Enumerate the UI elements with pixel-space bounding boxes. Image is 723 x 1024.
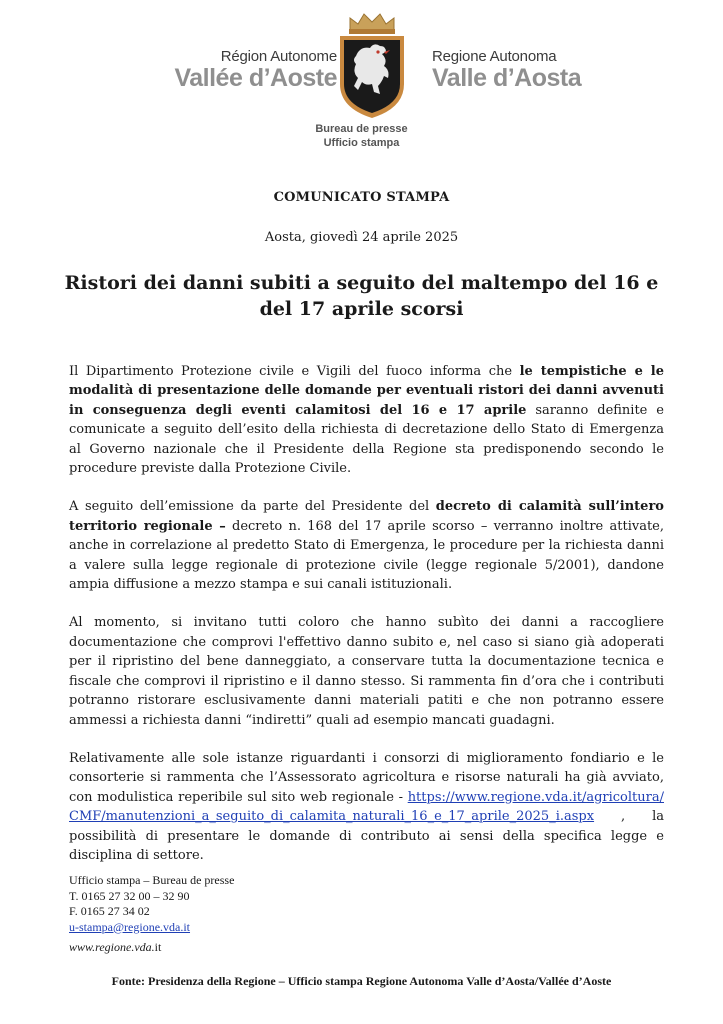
press-office-label: [0, 122, 723, 150]
paragraph-2-rest: decreto n. 168 del 17 aprile scorso – verranno inoltre attivate, anche in correlazione al predetto Stato di Emergenza, le procedure per la richiesta danni a valere sulla legge regionale di protezione civile (legge regionale 5/2001), dandone ampia diffusione a mezzo stampa e sui canali istituzionali.: [69, 518, 664, 593]
agriculture-page-link[interactable]: https://www.regione.vda.it/agricoltura/CMF/manutenzioni_a_seguito_di_calamita_naturali_16_e_17_aprile_2025_i.aspx: [69, 789, 664, 825]
paragraph-2-intro: A seguito dell’emissione da parte del Presidente del: [69, 499, 436, 515]
source-footer: Fonte: Presidenza della Regione – Ufficio stampa Regione Autonoma Valle d’Aosta/Vallée d’Aoste: [111, 974, 612, 988]
press-office-italian: Ufficio stampa: [323, 137, 400, 149]
website-main: www.regione.vda.: [69, 940, 155, 954]
paragraph-4-rest: , la possibilità di presentare le domande di contributo ai sensi della specifica legge e disciplina di settore.: [69, 809, 664, 863]
paragraph-1-highlight: le tempistiche e le modalità di presentazione delle domande per eventuali ristori dei danni avvenuti in conseguenza degli eventi calamitosi del 16 e 17 aprile: [69, 364, 664, 418]
contact-office: Ufficio stampa – Bureau de presse: [69, 873, 235, 887]
regional-coat-of-arms-icon: [334, 12, 410, 120]
press-release-body: [69, 362, 664, 884]
logo-text-italian: [432, 48, 581, 91]
dateline: Aosta, giovedì 24 aprile 2025: [264, 230, 459, 245]
paragraph-4-intro: Relativamente alle sole istanze riguardanti i consorzi di miglioramento fondiario e le consorterie si rammenta che l’Assessorato agricoltura e risorse naturali ha già avviato, con modulistica reperibile sul sito web regionale -: [69, 750, 664, 805]
logo-big-italian: Valle d’Aosta: [432, 64, 582, 92]
press-release-title: Ristori dei danni subiti a seguito del maltempo del 16 e del 17 aprile scorsi: [64, 272, 659, 320]
paragraph-4: [69, 749, 664, 865]
contact-email-link[interactable]: u-stampa@regione.vda.it: [69, 919, 191, 934]
contact-fax: F. 0165 27 34 02: [69, 904, 150, 918]
logo-small-italian: Regione Autonoma: [432, 48, 557, 65]
paragraph-1-rest: saranno definite e comunicate a seguito dell’esito della richiesta di decretazione dello Stato di Emergenza al Governo nazionale che il Presidente della Regione sta predisponendo secondo le procedure previste dalla Protezione Civile.: [69, 402, 664, 477]
logo-big-french: Vallée d’Aoste: [174, 64, 337, 92]
logo-text-french: [174, 48, 337, 91]
paragraph-2: [69, 497, 664, 594]
contact-block: [69, 873, 234, 956]
press-office-french: Bureau de presse: [315, 123, 408, 135]
letterhead: [0, 12, 723, 157]
paragraph-1-intro: Il Dipartimento Protezione civile e Vigili del fuoco informa che: [69, 364, 520, 379]
paragraph-3: Al momento, si invitano tutti coloro che hanno subìto dei danni a raccogliere documentazione che comprovi l'effettivo danno subito e, nel caso si siano già adoperati per il ripristino del bene danneggiato, a conservare tutta la documentazione tecnica e fiscale che comprovi il ripristino e il danno stesso. Si rammenta fin d’ora che i contributi potranno ristorare esclusivamente danni materiali patiti e che non potranno essere ammessi a richiesta danni “indiretti” quali ad esempio mancati guadagni.: [69, 615, 664, 728]
contact-website: [69, 940, 234, 956]
contact-phone: T. 0165 27 32 00 – 32 90: [69, 888, 190, 903]
logo-small-french: Région Autonome: [220, 48, 337, 65]
paragraph-2-highlight: decreto di calamità sull’intero territorio regionale –: [69, 499, 664, 534]
website-tld: it: [154, 940, 162, 954]
paragraph-1: [69, 362, 664, 478]
document-label: COMUNICATO STAMPA: [273, 190, 450, 205]
